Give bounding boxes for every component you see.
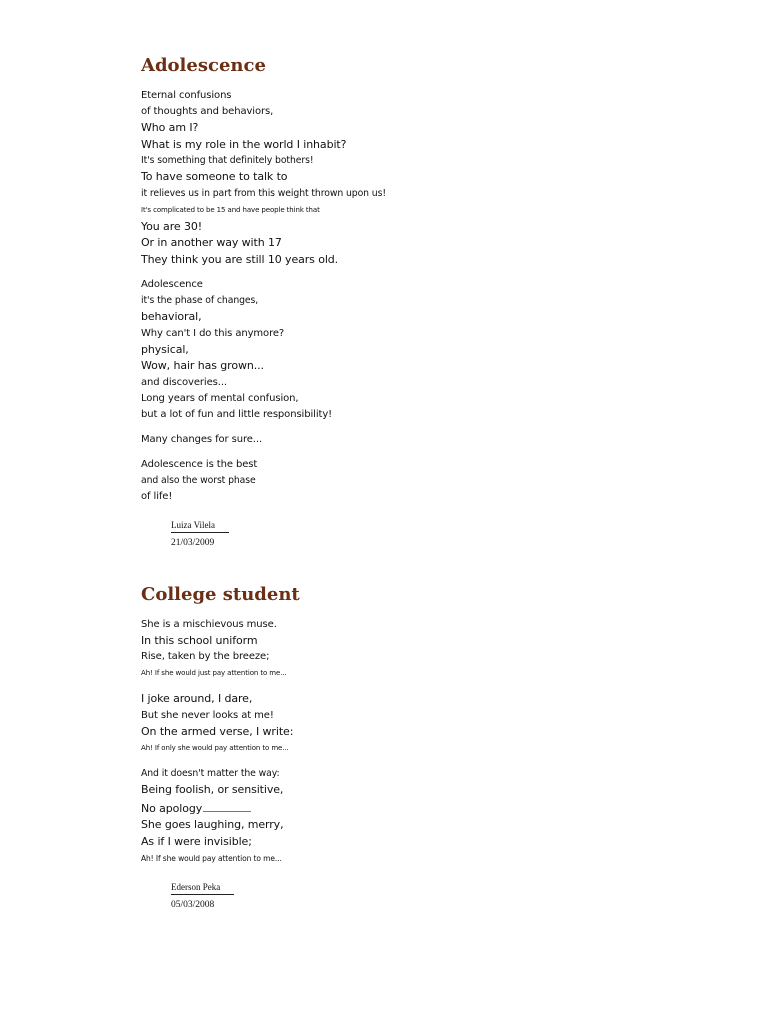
signature-block [171,515,701,551]
poem-line: and discoveries... [141,376,228,388]
poem-date: 05/03/2008 [171,900,215,910]
poem-line: Rise, taken by the breeze; [141,651,270,662]
author-name: Ederson Peka [171,880,234,895]
author-name: Luiza Vilela [171,518,229,533]
signature-block [171,877,701,913]
poem-line: Who am I? [141,121,199,134]
poem-line: Wow, hair has grown... [141,359,264,372]
poem-line: Many changes for sure... [141,433,263,445]
poem-title: College student [141,583,300,605]
poem-adolescence [141,52,701,551]
poem-line: behavioral, [141,310,202,323]
poem-line [141,799,701,818]
section-spacer [141,551,701,581]
poem-line: of life! [141,490,173,502]
poem-line: She is a mischievous muse. [141,618,277,630]
stanza [141,88,701,268]
stanza [141,691,701,757]
poem-line: Adolescence is the best [141,458,258,470]
poem-line: Or in another way with 17 [141,236,282,249]
poem-line: They think you are still 10 years old. [141,252,339,266]
poem-line: physical, [141,342,189,356]
poem-line: of thoughts and behaviors, [141,106,274,117]
poem-line: it relieves us in part from this weight thrown upon us! [141,187,386,199]
poem-line: Adolescence [141,279,203,290]
poem-line: Why can't I do this anymore? [141,327,285,339]
poem-date: 21/03/2009 [171,537,215,548]
poem-line: She goes laughing, merry, [141,818,284,831]
stanza [141,617,701,683]
poem-college-student [141,581,701,914]
stanza [141,432,701,448]
poem-line: Ah! If she would just pay attention to me... [141,669,287,677]
poem-line: You are 30! [141,219,203,233]
poem-line: As if I were invisible; [141,834,252,848]
poem-line: I joke around, I dare, [141,692,253,705]
poem-line: Eternal confusions [141,90,232,101]
poem-line: In this school uniform [141,633,258,647]
poem-line: Being foolish, or sensitive, [141,783,284,796]
poem-line: What is my role in the world I inhabit? [141,137,347,151]
red-underline [203,799,251,812]
stanza [141,457,701,505]
poem-line: Ah! If only she would pay attention to me... [141,744,289,752]
stanza [141,277,701,423]
poem-line-text: No apology [141,801,203,815]
document-page [141,52,701,913]
poem-line: It's complicated to be 15 and have people think that [141,205,320,214]
poem-title: Adolescence [141,55,266,76]
stanza [141,766,701,867]
poem-line: Long years of mental confusion, [141,392,299,404]
poem-line: it's the phase of changes, [141,295,259,306]
poem-line: It's something that definitely bothers! [141,155,314,166]
poem-line: And it doesn't matter the way: [141,768,280,779]
poem-line: but a lot of fun and little responsibility! [141,408,333,420]
poem-line: and also the worst phase [141,474,256,486]
poem-line: But she never looks at me! [141,709,274,721]
poem-line: To have someone to talk to [141,170,288,183]
poem-line: Ah! If she would pay attention to me... [141,854,282,863]
poem-line: On the armed verse, I write: [141,724,294,738]
